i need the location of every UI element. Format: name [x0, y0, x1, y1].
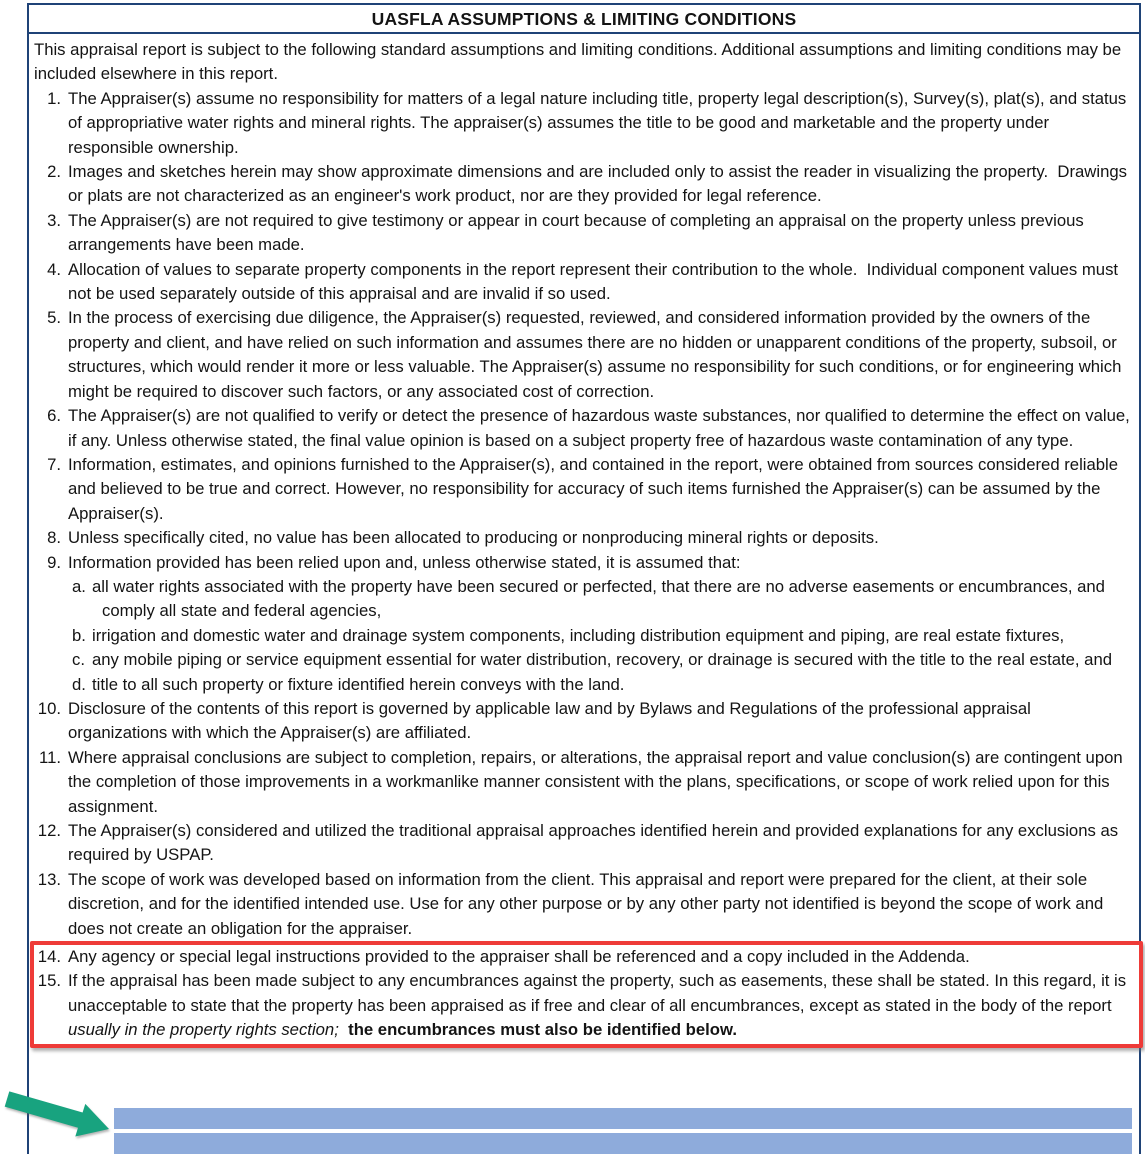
condition-item-9a: [72, 575, 1133, 624]
condition-item-12: [34, 819, 1133, 868]
condition-item-9: [34, 551, 1133, 575]
item-number: 11.: [39, 747, 61, 767]
item-text: Where appraisal conclusions are subject to completion, repairs, or alterations, the appraisal report and value conclusion(s) are contingent upon the completion of those improvements in a workmanlike manner consistent with the plans, specifications, or scope of work relied upon for this assignment.: [68, 747, 1128, 816]
document-title: UASFLA ASSUMPTIONS & LIMITING CONDITIONS: [29, 5, 1139, 34]
condition-item-3: [34, 209, 1133, 258]
item-text: Any agency or special legal instructions provided to the appraiser shall be referenced and a copy included in the Addenda.: [68, 947, 970, 967]
green-arrow-icon: [1, 1089, 123, 1143]
uasfla-assumptions-document: [27, 3, 1141, 1154]
condition-item-9b: [72, 624, 1133, 648]
item-text: The Appraiser(s) are not qualified to verify or detect the presence of hazardous waste substances, nor qualified to determine the effect on value, if any. Unless otherwise stated, the final value opinion is based on a subject property free of hazardous waste contamination of any type.: [68, 406, 1135, 450]
item-text: Information, estimates, and opinions furnished to the Appraiser(s), and contained in the report, were obtained from sources considered reliable and believed to be true and correct. However, no responsibility for accuracy of such items furnished the Appraiser(s) can be assumed by the Appraiser(s).: [68, 454, 1123, 523]
item-number: 6.: [47, 406, 61, 426]
sub-item-letter: b.: [72, 625, 86, 645]
item-number: 15.: [37, 971, 61, 991]
item-text: Disclosure of the contents of this report is governed by applicable law and by Bylaws and Regulations of the professional appraisal organizations with which the Appraiser(s) are affiliated.: [68, 698, 1036, 743]
red-highlight-box: [30, 941, 1143, 1048]
sub-item-text: all water rights associated with the property have been secured or perfected, that there are no adverse easements or encumbrances, and comply all state and federal agencies,: [92, 576, 1110, 621]
condition-item-6: [34, 404, 1133, 453]
encumbrance-rows: [114, 1108, 1132, 1154]
item-text: [68, 969, 1135, 1042]
item-text-italic: usually in the property rights section;: [68, 1020, 339, 1040]
sub-item-text: irrigation and domestic water and drainage system components, including distribution equipment and piping, are real estate fixtures,: [92, 625, 1065, 645]
condition-item-10: [34, 697, 1133, 746]
sub-item-text: title to all such property or fixture identified herein conveys with the land.: [92, 674, 625, 694]
item-text: The scope of work was developed based on information from the client. This appraisal and report were prepared for the client, at their sole discretion, and for the identified intended use. Use for any other purpose or by any other party not identified is beyond the scope of work and does not create an obligation for the appraiser.: [68, 869, 1108, 938]
item-number: 7.: [47, 454, 61, 474]
item-number: 2.: [47, 162, 61, 182]
item-number: 14.: [37, 947, 61, 967]
item-number: 3.: [47, 210, 61, 230]
condition-item-7: [34, 453, 1133, 526]
item-text: The Appraiser(s) considered and utilized the traditional appraisal approaches identified herein and provided explanations for any exclusions as required by USPAP.: [68, 821, 1123, 865]
item-text: Images and sketches herein may show approximate dimensions and are included only to assist the reader in visualizing the property. Drawings or plats are not characterized as an engineer's work product, nor are they provided for legal reference.: [68, 162, 1132, 206]
item-number: 10.: [37, 698, 61, 718]
item-text: Allocation of values to separate property components in the report represent their contribution to the whole. Individual component values must not be used separately outside of this appraisal and are invalid if so used.: [68, 259, 1123, 304]
item-number: 8.: [47, 528, 61, 548]
condition-item-9c: [72, 648, 1133, 672]
sub-item-letter: d.: [72, 674, 86, 694]
item-number: 9.: [47, 552, 61, 572]
item-text: Unless specifically cited, no value has been allocated to producing or nonproducing mineral rights or deposits.: [68, 528, 879, 548]
condition-item-13: [34, 868, 1133, 941]
condition-item-8: [34, 526, 1133, 550]
green-arrow-shape: [5, 1091, 109, 1136]
sub-item-letter: a.: [72, 576, 86, 596]
condition-item-9d: [72, 673, 1133, 697]
condition-item-14: [34, 945, 1135, 969]
sub-item-letter: c.: [72, 650, 85, 670]
item-text: Information provided has been relied upon and, unless otherwise stated, it is assumed that:: [68, 552, 741, 572]
intro-paragraph: This appraisal report is subject to the following standard assumptions and limiting conditions. Additional assumptions and limiting conditions may be included elsewhere in this report.: [34, 40, 1126, 84]
item-text-bold: the encumbrances must also be identified below.: [338, 1020, 737, 1040]
item-text: The Appraiser(s) assume no responsibility for matters of a legal nature including title, property legal description(s), Survey(s), plat(s), and status of appropriative water rights and mineral rights. The appraiser(s) assumes the title to be good and marketable and the property under responsible ownership.: [68, 88, 1131, 157]
condition-item-4: [34, 258, 1133, 307]
item-number: 4.: [47, 259, 61, 279]
condition-item-11: [34, 746, 1133, 819]
condition-item-15: [34, 969, 1135, 1042]
condition-item-2: [34, 160, 1133, 209]
sub-item-text: any mobile piping or service equipment essential for water distribution, recovery, or drainage is secured with the title to the real estate, and: [92, 650, 1113, 670]
item-text: In the process of exercising due diligence, the Appraiser(s) requested, reviewed, and considered information provided by the owners of the property and client, and have relied on such information and assumes there are no hidden or unapparent conditions of the property, subsoil, or structures, which would render it more or less valuable. The Appraiser(s) assume no responsibility for such conditions, or for engineering which might be required to discover such factors, or any associated cost of correction.: [68, 308, 1126, 401]
item-number: 1.: [47, 88, 61, 108]
condition-item-1: [34, 87, 1133, 160]
condition-item-5: [34, 306, 1133, 404]
item-number: 12.: [37, 821, 61, 840]
encumbrance-row-1[interactable]: [114, 1108, 1132, 1129]
item-text-normal: If the appraisal has been made subject to any encumbrances against the property, such as easements, these shall be stated. In this regard, it is unacceptable to state that the property has been appraised as if free and clear of all encumbrances, except as stated in the body of the report: [68, 971, 1131, 1015]
item-number: 13.: [37, 869, 61, 889]
encumbrance-row-2[interactable]: [114, 1133, 1132, 1154]
item-number: 5.: [47, 308, 61, 328]
item-text: The Appraiser(s) are not required to give testimony or appear in court because of completing an appraisal on the property unless previous arrangements have been made.: [68, 210, 1089, 255]
document-body: [29, 34, 1139, 1048]
